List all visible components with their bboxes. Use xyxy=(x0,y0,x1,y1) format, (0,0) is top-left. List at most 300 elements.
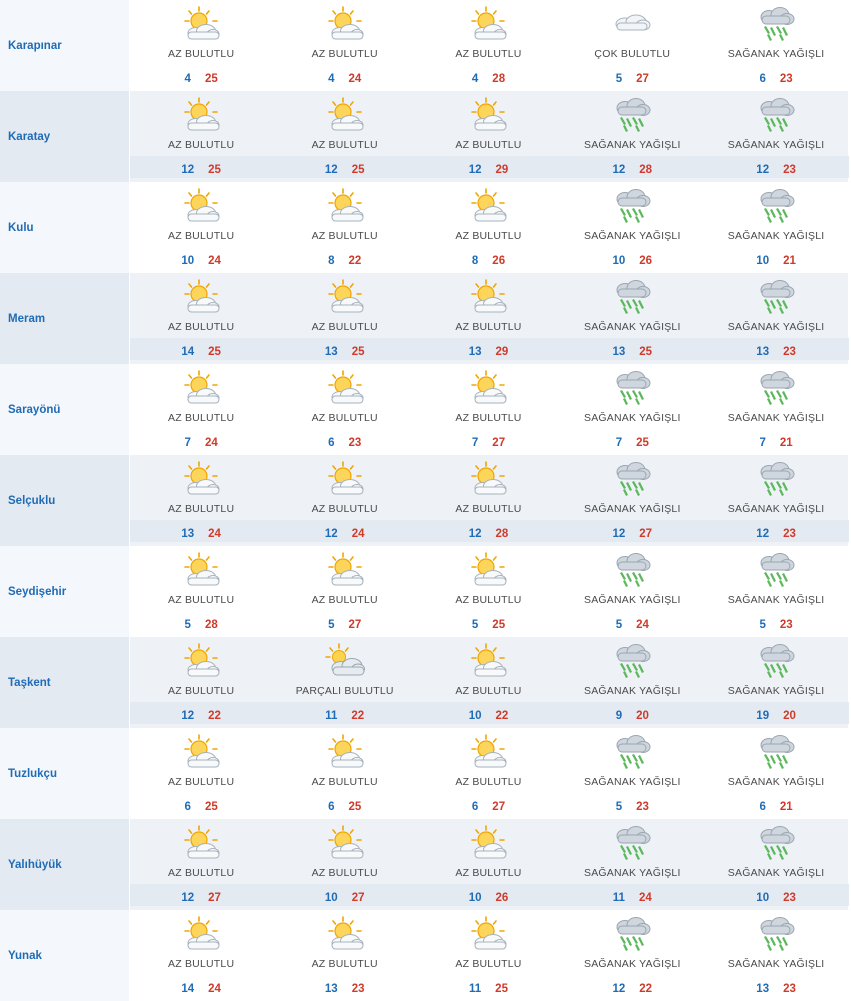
condition-label: AZ BULUTLU xyxy=(168,685,235,697)
showers-icon xyxy=(704,552,848,590)
high-temperature: 22 xyxy=(639,983,653,995)
low-temperature: 12 xyxy=(612,983,626,995)
forecast-day-cell xyxy=(273,455,417,546)
table-row xyxy=(0,819,848,910)
temperature-values xyxy=(130,619,273,631)
temperature-band xyxy=(703,156,849,178)
high-temperature: 27 xyxy=(492,437,506,449)
showers-icon xyxy=(560,916,704,954)
low-temperature: 5 xyxy=(615,73,623,85)
showers-icon xyxy=(560,188,704,226)
temperature-band xyxy=(704,65,848,87)
forecast-day-cell xyxy=(129,910,273,1001)
low-temperature: 12 xyxy=(324,164,338,176)
partly-cloudy-icon xyxy=(273,643,417,681)
condition-label: AZ BULUTLU xyxy=(168,594,235,606)
temperature-values xyxy=(560,255,704,267)
high-temperature: 23 xyxy=(783,528,796,540)
forecast-day-cell xyxy=(129,182,273,273)
temperature-band xyxy=(130,611,273,633)
temperature-values xyxy=(416,346,562,358)
temperature-band xyxy=(704,247,848,269)
city-name-link[interactable]: Karapınar xyxy=(0,0,129,91)
low-temperature: 13 xyxy=(612,346,626,358)
forecast-day-cell xyxy=(273,546,417,637)
low-temperature: 12 xyxy=(756,528,770,540)
high-temperature: 24 xyxy=(204,437,218,449)
temperature-band xyxy=(559,338,705,360)
temperature-band xyxy=(129,702,274,724)
temperature-values xyxy=(129,164,274,176)
condition-label: SAĞANAK YAĞIŞLI xyxy=(727,958,825,970)
high-temperature: 22 xyxy=(348,255,362,267)
temperature-values xyxy=(560,437,704,449)
low-temperature: 11 xyxy=(325,710,338,722)
forecast-day-cell xyxy=(560,546,704,637)
temperature-values xyxy=(416,710,562,722)
showers-icon xyxy=(560,734,704,772)
low-temperature: 10 xyxy=(756,892,770,904)
forecast-day-cell xyxy=(560,182,704,273)
sun-cloud-icon xyxy=(273,279,417,317)
sun-cloud-icon xyxy=(417,461,561,499)
table-row xyxy=(0,91,848,182)
high-temperature: 22 xyxy=(208,710,221,722)
temperature-values xyxy=(417,983,561,995)
high-temperature: 29 xyxy=(495,346,509,358)
showers-icon xyxy=(560,825,704,863)
temperature-values xyxy=(272,528,418,540)
condition-label: AZ BULUTLU xyxy=(311,503,378,515)
forecast-day-cell xyxy=(273,910,417,1001)
temperature-band xyxy=(272,520,418,542)
high-temperature: 23 xyxy=(783,164,796,176)
sun-cloud-icon xyxy=(417,279,561,317)
condition-label: AZ BULUTLU xyxy=(455,776,522,788)
showers-icon xyxy=(704,825,848,863)
condition-label: SAĞANAK YAĞIŞLI xyxy=(727,230,825,242)
forecast-day-cell xyxy=(417,0,561,91)
temperature-band xyxy=(704,429,848,451)
sun-cloud-icon xyxy=(273,552,417,590)
showers-icon xyxy=(560,552,704,590)
city-name-link[interactable]: Sarayönü xyxy=(0,364,129,455)
high-temperature: 24 xyxy=(638,892,652,904)
temperature-values xyxy=(560,619,704,631)
temperature-band xyxy=(703,702,849,724)
temperature-values xyxy=(559,164,705,176)
high-temperature: 28 xyxy=(639,164,653,176)
high-temperature: 27 xyxy=(636,73,649,85)
temperature-band xyxy=(703,520,849,542)
showers-icon xyxy=(704,188,848,226)
temperature-values xyxy=(273,619,417,631)
sun-cloud-icon xyxy=(130,279,273,317)
forecast-day-cell xyxy=(560,364,704,455)
forecast-day-cell xyxy=(560,91,704,182)
high-temperature: 24 xyxy=(351,528,365,540)
forecast-day-cell xyxy=(560,728,704,819)
temperature-values xyxy=(129,346,274,358)
high-temperature: 25 xyxy=(208,164,221,176)
table-row xyxy=(0,637,848,728)
temperature-band xyxy=(703,338,849,360)
sun-cloud-icon xyxy=(273,825,417,863)
high-temperature: 24 xyxy=(208,255,221,267)
table-row xyxy=(0,182,848,273)
forecast-day-cell xyxy=(273,0,417,91)
high-temperature: 23 xyxy=(783,346,796,358)
temperature-values xyxy=(129,710,274,722)
forecast-day-cell xyxy=(704,455,848,546)
low-temperature: 5 xyxy=(615,801,623,813)
showers-icon xyxy=(704,916,848,954)
city-name-link[interactable]: Taşkent xyxy=(0,637,129,728)
low-temperature: 5 xyxy=(328,619,335,631)
condition-label: SAĞANAK YAĞIŞLI xyxy=(584,412,681,424)
temperature-values xyxy=(559,892,705,904)
forecast-day-cell xyxy=(129,455,273,546)
low-temperature: 6 xyxy=(759,801,766,813)
temperature-band xyxy=(272,338,418,360)
temperature-values xyxy=(703,892,849,904)
forecast-day-cell xyxy=(704,182,848,273)
temperature-values xyxy=(130,801,273,813)
temperature-values xyxy=(130,255,273,267)
high-temperature: 24 xyxy=(636,619,649,631)
condition-label: AZ BULUTLU xyxy=(311,594,378,606)
condition-label: AZ BULUTLU xyxy=(311,412,378,424)
temperature-values xyxy=(417,619,561,631)
forecast-day-cell xyxy=(704,637,848,728)
temperature-values xyxy=(559,528,705,540)
condition-label: SAĞANAK YAĞIŞLI xyxy=(727,503,825,515)
forecast-day-cell xyxy=(704,910,848,1001)
table-row xyxy=(0,546,848,637)
temperature-values xyxy=(560,73,704,85)
low-temperature: 6 xyxy=(328,437,335,449)
high-temperature: 27 xyxy=(348,619,362,631)
low-temperature: 4 xyxy=(184,73,191,85)
high-temperature: 23 xyxy=(351,983,365,995)
temperature-band xyxy=(560,247,704,269)
showers-icon xyxy=(704,370,848,408)
temperature-band xyxy=(272,702,418,724)
condition-label: AZ BULUTLU xyxy=(311,48,378,60)
temperature-band xyxy=(417,793,561,815)
temperature-band xyxy=(417,247,561,269)
high-temperature: 25 xyxy=(208,346,221,358)
low-temperature: 6 xyxy=(759,73,766,85)
condition-label: SAĞANAK YAĞIŞLI xyxy=(727,412,825,424)
temperature-values xyxy=(273,801,417,813)
table-row xyxy=(0,364,848,455)
showers-icon xyxy=(560,370,704,408)
high-temperature: 23 xyxy=(779,73,793,85)
forecast-day-cell xyxy=(704,546,848,637)
sun-cloud-icon xyxy=(417,188,561,226)
condition-label: SAĞANAK YAĞIŞLI xyxy=(727,776,825,788)
showers-icon xyxy=(560,279,704,317)
city-name-link[interactable]: Seydişehir xyxy=(0,546,129,637)
forecast-day-cell xyxy=(129,364,273,455)
sun-cloud-icon xyxy=(417,643,561,681)
high-temperature: 25 xyxy=(492,619,506,631)
temperature-values xyxy=(417,801,561,813)
high-temperature: 20 xyxy=(783,710,796,722)
low-temperature: 13 xyxy=(756,983,770,995)
forecast-day-cell xyxy=(273,364,417,455)
high-temperature: 23 xyxy=(779,619,793,631)
low-temperature: 10 xyxy=(181,255,195,267)
condition-label: AZ BULUTLU xyxy=(168,321,235,333)
temperature-band xyxy=(559,884,705,906)
city-name-link[interactable]: Meram xyxy=(0,273,129,364)
condition-label: AZ BULUTLU xyxy=(168,139,235,151)
temperature-band xyxy=(130,247,273,269)
temperature-band xyxy=(273,247,417,269)
high-temperature: 25 xyxy=(636,437,649,449)
low-temperature: 13 xyxy=(756,346,770,358)
temperature-values xyxy=(272,346,418,358)
showers-icon xyxy=(704,461,848,499)
sun-cloud-icon xyxy=(417,97,561,135)
forecast-day-cell xyxy=(417,637,561,728)
temperature-band xyxy=(560,793,704,815)
high-temperature: 26 xyxy=(639,255,653,267)
condition-label: SAĞANAK YAĞIŞLI xyxy=(727,321,825,333)
forecast-day-cell xyxy=(417,364,561,455)
temperature-values xyxy=(273,73,417,85)
low-temperature: 10 xyxy=(612,255,626,267)
temperature-values xyxy=(416,892,562,904)
temperature-band xyxy=(272,884,418,906)
temperature-band xyxy=(416,702,562,724)
temperature-values xyxy=(129,892,274,904)
low-temperature: 13 xyxy=(324,346,338,358)
forecast-day-cell xyxy=(273,182,417,273)
temperature-values xyxy=(273,255,417,267)
high-temperature: 20 xyxy=(636,710,649,722)
sun-cloud-icon xyxy=(417,916,561,954)
forecast-day-cell xyxy=(704,364,848,455)
temperature-values xyxy=(703,164,849,176)
condition-label: AZ BULUTLU xyxy=(311,958,378,970)
condition-label: PARÇALI BULUTLU xyxy=(295,685,394,697)
temperature-values xyxy=(416,528,562,540)
condition-label: SAĞANAK YAĞIŞLI xyxy=(727,594,825,606)
low-temperature: 13 xyxy=(324,983,338,995)
high-temperature: 24 xyxy=(208,983,221,995)
condition-label: AZ BULUTLU xyxy=(168,867,235,879)
high-temperature: 28 xyxy=(204,619,218,631)
condition-label: SAĞANAK YAĞIŞLI xyxy=(584,776,681,788)
temperature-band xyxy=(272,156,418,178)
condition-label: AZ BULUTLU xyxy=(311,776,378,788)
high-temperature: 27 xyxy=(639,528,653,540)
temperature-band xyxy=(704,611,848,633)
forecast-day-cell xyxy=(273,728,417,819)
sun-cloud-icon xyxy=(130,643,273,681)
forecast-day-cell xyxy=(273,273,417,364)
high-temperature: 23 xyxy=(348,437,362,449)
city-name-link[interactable]: Yalıhüyük xyxy=(0,819,129,910)
sun-cloud-icon xyxy=(417,370,561,408)
city-name-link[interactable]: Kulu xyxy=(0,182,129,273)
low-temperature: 9 xyxy=(615,710,623,722)
temperature-values xyxy=(703,710,849,722)
high-temperature: 29 xyxy=(495,164,509,176)
temperature-values xyxy=(703,528,849,540)
forecast-day-cell xyxy=(560,273,704,364)
table-row xyxy=(0,728,848,819)
condition-label: AZ BULUTLU xyxy=(168,958,235,970)
temperature-values xyxy=(130,73,273,85)
high-temperature: 21 xyxy=(783,255,796,267)
sun-cloud-icon xyxy=(130,916,273,954)
showers-icon xyxy=(560,461,704,499)
condition-label: AZ BULUTLU xyxy=(455,503,522,515)
high-temperature: 26 xyxy=(495,892,509,904)
temperature-values xyxy=(272,164,418,176)
condition-label: SAĞANAK YAĞIŞLI xyxy=(584,867,681,879)
temperature-band xyxy=(130,65,273,87)
low-temperature: 5 xyxy=(615,619,623,631)
condition-label: ÇOK BULUTLU xyxy=(594,48,671,60)
temperature-values xyxy=(417,437,561,449)
forecast-day-cell xyxy=(560,0,704,91)
low-temperature: 5 xyxy=(184,619,191,631)
table-row xyxy=(0,910,848,1001)
low-temperature: 4 xyxy=(471,73,479,85)
sun-cloud-icon xyxy=(130,825,273,863)
temperature-band xyxy=(130,975,273,997)
forecast-day-cell xyxy=(129,0,273,91)
forecast-day-cell xyxy=(704,91,848,182)
low-temperature: 12 xyxy=(181,164,195,176)
showers-icon xyxy=(704,643,848,681)
low-temperature: 5 xyxy=(471,619,479,631)
temperature-band xyxy=(416,338,562,360)
forecast-day-cell xyxy=(560,637,704,728)
condition-label: SAĞANAK YAĞIŞLI xyxy=(584,503,681,515)
high-temperature: 23 xyxy=(783,983,796,995)
forecast-day-cell xyxy=(704,819,848,910)
temperature-band xyxy=(559,702,705,724)
forecast-day-cell xyxy=(129,546,273,637)
low-temperature: 12 xyxy=(612,528,626,540)
sun-cloud-icon xyxy=(417,734,561,772)
low-temperature: 7 xyxy=(759,437,766,449)
low-temperature: 7 xyxy=(615,437,623,449)
temperature-band xyxy=(417,65,561,87)
forecast-day-cell xyxy=(129,728,273,819)
temperature-band xyxy=(704,975,848,997)
forecast-day-cell xyxy=(560,819,704,910)
condition-label: AZ BULUTLU xyxy=(455,412,522,424)
sun-cloud-icon xyxy=(130,97,273,135)
temperature-band xyxy=(559,520,705,542)
sun-cloud-icon xyxy=(273,370,417,408)
high-temperature: 27 xyxy=(492,801,506,813)
condition-label: AZ BULUTLU xyxy=(311,230,378,242)
forecast-day-cell xyxy=(273,637,417,728)
low-temperature: 8 xyxy=(328,255,335,267)
condition-label: SAĞANAK YAĞIŞLI xyxy=(727,685,825,697)
low-temperature: 10 xyxy=(324,892,338,904)
city-name-link[interactable]: Karatay xyxy=(0,91,129,182)
condition-label: AZ BULUTLU xyxy=(455,958,522,970)
city-name-link[interactable]: Selçuklu xyxy=(0,455,129,546)
forecast-day-cell xyxy=(417,819,561,910)
forecast-day-cell xyxy=(704,0,848,91)
condition-label: AZ BULUTLU xyxy=(311,321,378,333)
forecast-day-cell xyxy=(129,91,273,182)
sun-cloud-icon xyxy=(417,825,561,863)
city-name-link[interactable]: Yunak xyxy=(0,910,129,1001)
temperature-band xyxy=(559,156,705,178)
temperature-band xyxy=(273,793,417,815)
temperature-band xyxy=(560,65,704,87)
temperature-band xyxy=(273,429,417,451)
showers-icon xyxy=(704,97,848,135)
forecast-day-cell xyxy=(129,273,273,364)
temperature-band xyxy=(416,156,562,178)
high-temperature: 24 xyxy=(348,73,362,85)
low-temperature: 11 xyxy=(612,892,625,904)
table-row xyxy=(0,273,848,364)
sun-cloud-icon xyxy=(273,734,417,772)
showers-icon xyxy=(560,643,704,681)
sun-cloud-icon xyxy=(273,188,417,226)
condition-label: AZ BULUTLU xyxy=(455,48,522,60)
condition-label: AZ BULUTLU xyxy=(311,139,378,151)
low-temperature: 12 xyxy=(756,164,770,176)
city-name-link[interactable]: Tuzlukçu xyxy=(0,728,129,819)
temperature-values xyxy=(273,983,417,995)
sun-cloud-icon xyxy=(273,916,417,954)
temperature-band xyxy=(129,884,274,906)
temperature-band xyxy=(703,884,849,906)
forecast-day-cell xyxy=(273,819,417,910)
low-temperature: 14 xyxy=(181,983,195,995)
temperature-band xyxy=(560,429,704,451)
temperature-values xyxy=(130,437,273,449)
forecast-day-cell xyxy=(417,455,561,546)
temperature-values xyxy=(272,892,418,904)
low-temperature: 10 xyxy=(468,710,482,722)
temperature-values xyxy=(559,346,705,358)
high-temperature: 22 xyxy=(495,710,509,722)
low-temperature: 12 xyxy=(181,892,195,904)
temperature-values xyxy=(704,983,848,995)
forecast-day-cell xyxy=(704,273,848,364)
sun-cloud-icon xyxy=(130,6,273,44)
condition-label: AZ BULUTLU xyxy=(168,776,235,788)
temperature-values xyxy=(272,710,418,722)
temperature-band xyxy=(273,611,417,633)
low-temperature: 6 xyxy=(328,801,335,813)
condition-label: SAĞANAK YAĞIŞLI xyxy=(727,867,825,879)
condition-label: AZ BULUTLU xyxy=(455,594,522,606)
condition-label: AZ BULUTLU xyxy=(168,48,235,60)
temperature-values xyxy=(130,983,273,995)
forecast-day-cell xyxy=(417,910,561,1001)
sun-cloud-icon xyxy=(417,6,561,44)
high-temperature: 25 xyxy=(351,346,365,358)
high-temperature: 23 xyxy=(636,801,649,813)
forecast-day-cell xyxy=(417,728,561,819)
